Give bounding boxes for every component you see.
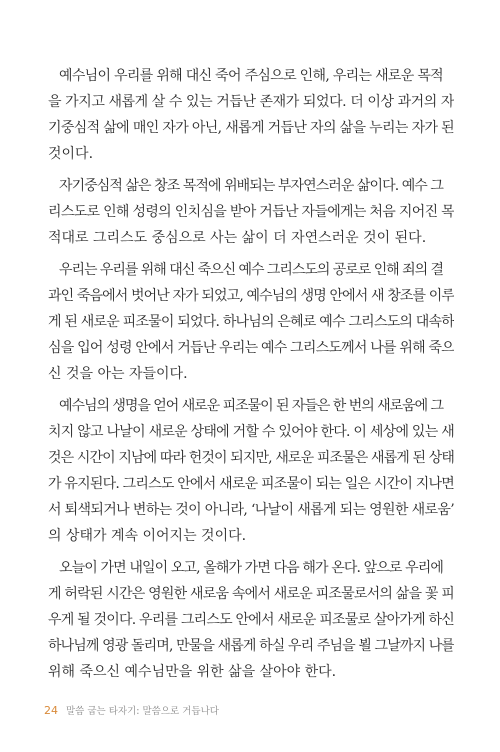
page-footer [44,703,219,719]
paragraph-1 [48,63,454,167]
text-line: 가 유지된다. 그리스도 안에서 새로운 피조물이 되는 일은 시간이 지나면 [48,476,454,492]
text-line: 우리는 우리를 위해 대신 죽으신 예수 그리스도의 공로로 인해 죄의 결 [59,262,443,278]
paragraph-2 [48,173,454,251]
text-line: 예수님이 우리를 위해 대신 죽어 주심으로 인해, 우리는 새로운 목적 [59,68,444,84]
text-line: 심을 입어 성령 안에서 거듭난 우리는 예수 그리스도께서 나를 위해 죽으 [48,340,454,356]
text-line: 것이다. [48,146,94,162]
text-line: 신 것을 아는 자들이다. [48,366,188,382]
paragraph-5 [48,555,454,685]
text-line: 기중심적 삶에 매인 자가 아닌, 새롭게 거듭난 자의 삶을 누리는 자가 된 [48,120,454,136]
text-line: 게 된 새로운 피조물이 되었다. 하나님의 은혜로 예수 그리스도의 대속하 [48,314,454,330]
paragraph-4 [48,393,454,549]
text-line: 적대로 그리스도 중심으로 사는 삶이 더 자연스러운 것이 된다. [48,230,427,246]
text-line: 예수님의 생명을 얻어 새로운 피조물이 된 자들은 한 번의 새로움에 그 [59,398,443,414]
text-line: 것은 시간이 지남에 따라 헌것이 되지만, 새로운 피조물은 새롭게 된 상태 [48,450,454,466]
text-line: 게 허락된 시간은 영원한 새로움 속에서 새로운 피조물로서의 삶을 꽃 피 [48,586,454,602]
text-line: 리스도로 인해 성령의 인치심을 받아 거듭난 자들에게는 처음 지어진 목 [48,204,454,220]
text-line: 과인 죽음에서 벗어난 자가 되었고, 예수님의 생명 안에서 새 창조를 이루 [48,288,454,304]
text-line: 치지 않고 나날이 새로운 상태에 거할 수 있어야 한다. 이 세상에 있는 새 [48,424,454,440]
text-line: 을 가지고 새롭게 살 수 있는 거듭난 존재가 되었다. 더 이상 과거의 자 [48,94,454,110]
paragraph-3 [48,257,454,387]
text-line: 오늘이 가면 내일이 오고, 올해가 가면 다음 해가 온다. 앞으로 우리에 [59,560,443,576]
text-line: 위해 죽으신 예수님만을 위한 삶을 살아야 한다. [48,664,337,680]
page-number: 24 [44,704,58,717]
text-line: 의 상태가 계속 이어지는 것이다. [48,528,247,544]
body-text [48,63,454,685]
text-line: 하나님께 영광 돌리며, 만물을 새롭게 하실 우리 주님을 뵐 그날까지 나를 [48,638,454,654]
text-line: 자기중심적 삶은 창조 목적에 위배되는 부자연스러운 삶이다. 예수 그 [59,178,443,194]
text-line: 서 퇴색되거나 변하는 것이 아니라, ‘나날이 새롭게 되는 영원한 새로움’ [48,502,454,518]
text-line: 우게 될 것이다. 우리를 그리스도 안에서 새로운 피조물로 살아가게 하신 [48,612,454,628]
running-title: 말씀 굽는 타자기: 말씀으로 거듭나다 [66,706,219,717]
